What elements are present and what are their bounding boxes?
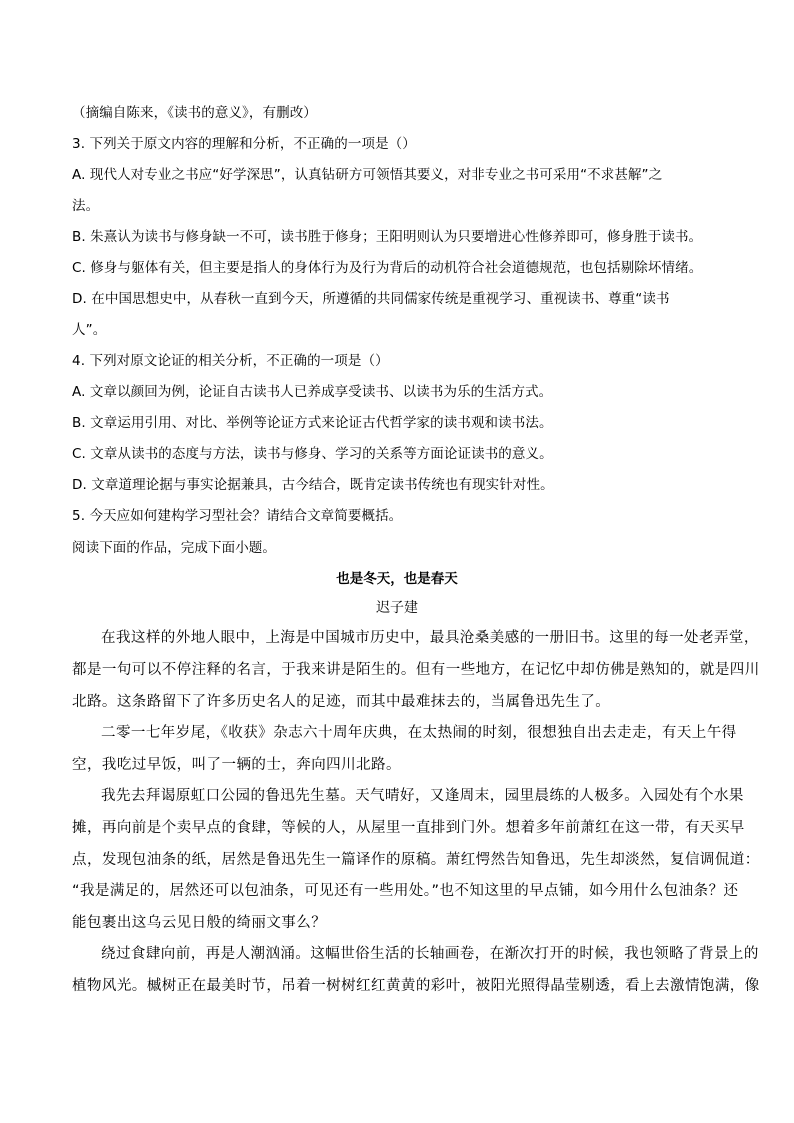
essay-paragraph-3-line-5: 能包裹出这乌云见日般的绮丽文事么？ (72, 915, 327, 931)
essay-paragraph-2-line-2: 空，我吃过早饭，叫了一辆的士，奔向四川北路。 (72, 757, 401, 773)
essay-paragraph-1-line-2: 都是一句可以不停注释的名言，于我来讲是陌生的。但有一些地方，在记忆中却仿佛是熟知的，就是四川 (72, 662, 760, 678)
essay-author: 迟子建 (376, 600, 418, 616)
reading-instruction: 阅读下面的作品，完成下面小题。 (72, 540, 276, 556)
question-3-stem: 3. 下列关于原文内容的理解和分析，不正确的一项是（） (72, 136, 416, 152)
question-3-option-b: B. 朱熹认为读书与修身缺一不可，读书胜于修身；王阳明则认为只要增进心性修养即可，修身胜于读书。 (72, 229, 703, 245)
question-3-option-a: A. 现代人对专业之书应“好学深思”，认真钻研方可领悟其要义，对非专业之书可采用“不求甚解”之 (72, 167, 663, 183)
essay-paragraph-2-line-1: 二零一七年岁尾，《收获》杂志六十周年庆典，在太热闹的时刻，很想独自出去走走，有天上午得 (101, 725, 737, 741)
essay-paragraph-1-line-1: 在我这样的外地人眼中，上海是中国城市历史中，最具沧桑美感的一册旧书。这里的每一处老弄堂， (101, 630, 759, 646)
question-3-option-d: D. 在中国思想史中，从春秋一直到今天，所遵循的共同儒家传统是重视学习、重视读书、尊重“读书 (72, 291, 670, 307)
question-5-stem: 5. 今天应如何建构学习型社会？请结合文章简要概括。 (72, 508, 403, 524)
question-4-option-c: C. 文章从读书的态度与方法，读书与修身、学习的关系等方面论证读书的意义。 (72, 446, 553, 462)
essay-paragraph-3-line-1: 我先去拜谒原虹口公园的鲁迅先生墓。天气晴好，又逢周末，园里晨练的人极多。入园处有个水果 (101, 788, 744, 804)
essay-paragraph-1-line-3: 北路。这条路留下了许多历史名人的足迹，而其中最难抹去的，当属鲁迅先生了。 (72, 694, 611, 710)
question-3-option-c: C. 修身与躯体有关，但主要是指人的身体行为及行为背后的动机符合社会道德规范，也包括剔除坏情绪。 (72, 260, 703, 276)
question-3-option-a-cont: 法。 (72, 198, 100, 214)
question-4-option-b: B. 文章运用引用、对比、举例等论证方式来论证古代哲学家的读书观和读书法。 (72, 415, 553, 431)
essay-title: 也是冬天，也是春天 (336, 571, 458, 587)
essay-paragraph-3-line-3: 点，发现包油条的纸，居然是鲁迅先生一篇译作的原稿。萧红愕然告知鲁迅，先生却淡然，复信调侃道： (72, 852, 760, 868)
question-4-option-d: D. 文章道理论据与事实论据兼具，古今结合，既肯定读书传统也有现实针对性。 (72, 477, 554, 493)
essay-paragraph-3-line-4: “我是满足的，居然还可以包油条，可见还有一些用处。”也不知这里的早点铺，如今用什么包油条？还 (72, 883, 739, 899)
question-3-option-d-cont: 人”。 (72, 322, 107, 338)
source-note: （摘编自陈来，《读书的意义》，有删改） (72, 105, 317, 121)
question-4-stem: 4. 下列对原文论证的相关分析，不正确的一项是（） (72, 353, 389, 369)
essay-paragraph-3-line-2: 摊，再向前是个卖早点的食肆，等候的人，从屋里一直排到门外。想着多年前萧红在这一带，有天买早 (72, 820, 745, 836)
essay-paragraph-4-line-1: 绕过食肆向前，再是人潮汹涌。这幅世俗生活的长轴画卷，在渐次打开的时候，我也领略了背景上的 (101, 946, 759, 962)
essay-paragraph-4-line-2: 植物风光。槭树正在最美时节，吊着一树树红红黄黄的彩叶，被阳光照得晶莹剔透，看上去激情饱满，像 (72, 978, 760, 994)
question-4-option-a: A. 文章以颜回为例，论证自古读书人已养成享受读书、以读书为乐的生活方式。 (72, 384, 553, 400)
